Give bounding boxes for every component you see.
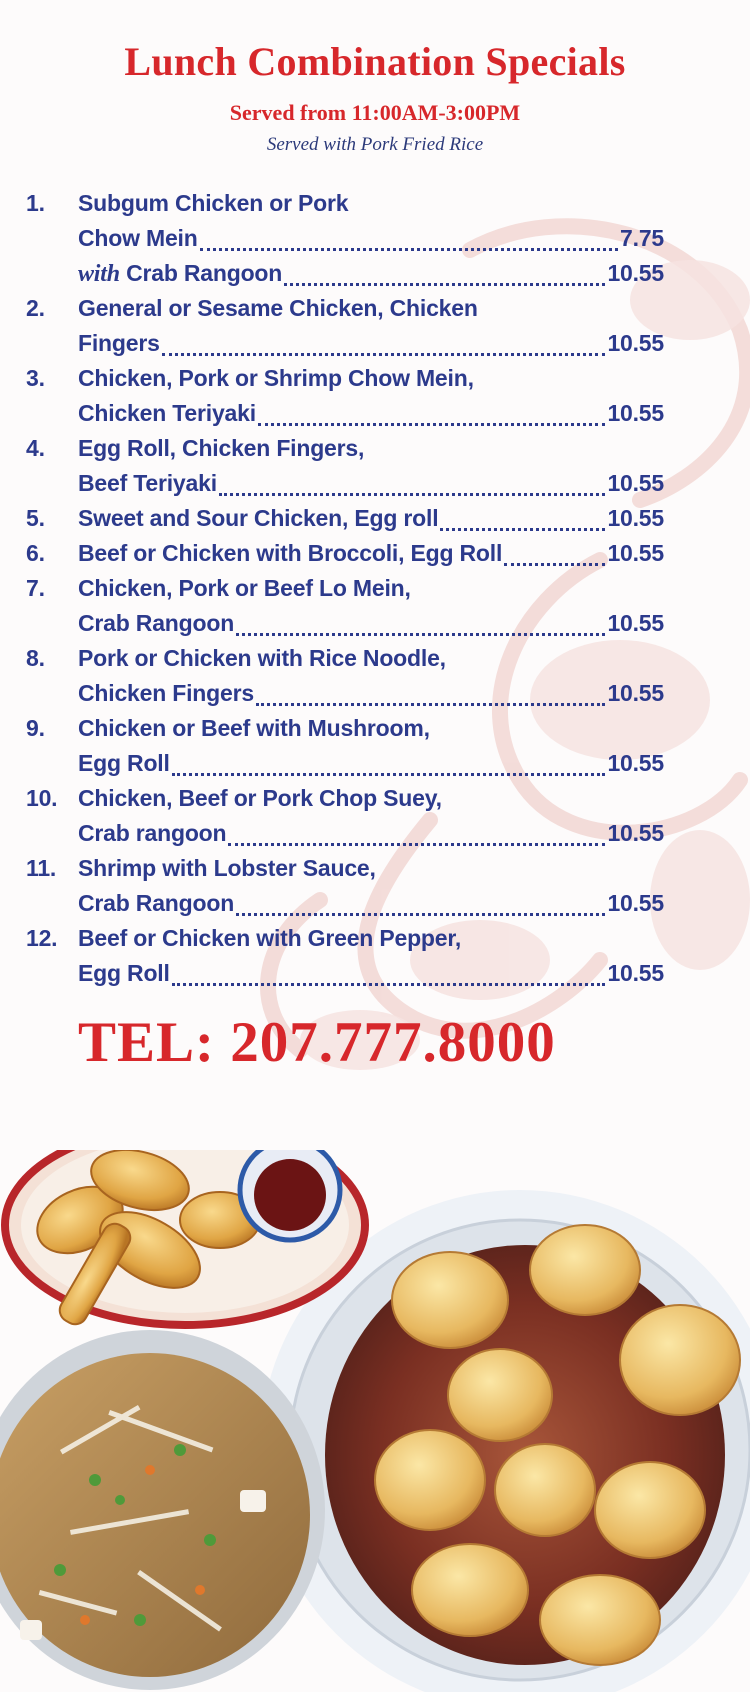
- menu-item-line: [26, 540, 664, 575]
- menu-item-text: Egg Roll: [78, 750, 170, 776]
- menu-item-number: 12.: [26, 925, 58, 951]
- menu-item-price: 10.55: [607, 610, 664, 636]
- menu-item-number: 7.: [26, 575, 45, 601]
- menu-item-line: [26, 470, 664, 505]
- menu-item-line: [26, 330, 664, 365]
- menu-item-text: Beef or Chicken with Green Pepper,: [78, 925, 462, 951]
- menu-item-price: 10.55: [607, 400, 664, 426]
- menu-item-text: Beef or Chicken with Broccoli, Egg Roll: [78, 540, 503, 566]
- dot-leader: [258, 423, 606, 426]
- menu-item-text: Sweet and Sour Chicken, Egg roll: [78, 505, 439, 531]
- menu-item: [26, 645, 664, 715]
- dot-leader: [284, 283, 605, 286]
- menu-item-text: Crab Rangoon: [78, 890, 235, 916]
- menu-item-line: [26, 400, 664, 435]
- menu-item-text: Fingers: [78, 330, 160, 356]
- menu-item-text: General or Sesame Chicken, Chicken: [78, 295, 478, 321]
- menu-item-text: Chicken Fingers: [78, 680, 254, 706]
- menu-item-text: Chow Mein: [78, 225, 198, 251]
- menu-item-text: Chicken or Beef with Mushroom,: [78, 715, 430, 741]
- menu-item-text: Crab rangoon: [78, 820, 227, 846]
- combination-menu-list: [26, 190, 664, 995]
- menu-item-price: 7.75: [620, 225, 664, 251]
- menu-item-prefix: with: [78, 261, 120, 287]
- dot-leader: [504, 563, 605, 566]
- menu-item-text: Shrimp with Lobster Sauce,: [78, 855, 376, 881]
- menu-item-price: 10.55: [607, 820, 664, 846]
- dot-leader: [200, 248, 618, 251]
- menu-item: [26, 295, 664, 365]
- menu-item-text: Chicken Teriyaki: [78, 400, 256, 426]
- food-photos: [0, 1150, 750, 1692]
- menu-item: [26, 505, 664, 540]
- menu-item-line: [26, 820, 664, 855]
- menu-item-line: [26, 645, 664, 680]
- dot-leader: [162, 353, 606, 356]
- menu-item-line: [26, 190, 664, 225]
- dot-leader: [172, 983, 606, 986]
- menu-item-text: Pork or Chicken with Rice Noodle,: [78, 645, 446, 671]
- menu-item: [26, 365, 664, 435]
- menu-item-text: Chicken, Pork or Shrimp Chow Mein,: [78, 365, 474, 391]
- menu-item-number: 6.: [26, 540, 45, 566]
- menu-item: [26, 855, 664, 925]
- menu-item-text-rest: Crab Rangoon: [119, 260, 283, 286]
- menu-item-number: 3.: [26, 365, 45, 391]
- menu-item-price: 10.55: [607, 330, 664, 356]
- menu-item-text: Chicken, Pork or Beef Lo Mein,: [78, 575, 411, 601]
- menu-item-line: [26, 295, 664, 330]
- menu-item-line: [26, 925, 664, 960]
- dot-leader: [236, 633, 605, 636]
- menu-item: [26, 785, 664, 855]
- serving-hours: Served from 11:00AM-3:00PM: [229, 100, 521, 125]
- menu-item-text: Chicken, Beef or Pork Chop Suey,: [78, 785, 442, 811]
- menu-item-line: [26, 960, 664, 995]
- menu-item: [26, 925, 664, 995]
- menu-item-line: [26, 435, 664, 470]
- dot-leader: [228, 843, 605, 846]
- menu-item-number: 1.: [26, 190, 45, 216]
- menu-item-line: [26, 750, 664, 785]
- menu-item-number: 9.: [26, 715, 45, 741]
- menu-item-number: 4.: [26, 435, 45, 461]
- menu-item-line: [26, 890, 664, 925]
- menu-item-number: 5.: [26, 505, 45, 531]
- menu-item-line: [26, 785, 664, 820]
- dot-leader: [219, 493, 606, 496]
- menu-item-line: [26, 575, 664, 610]
- menu-item-line: [26, 715, 664, 750]
- menu-item: [26, 540, 664, 575]
- menu-item: [26, 575, 664, 645]
- menu-item-number: 10.: [26, 785, 58, 811]
- menu-item-line: [26, 365, 664, 400]
- menu-item: [26, 190, 664, 295]
- menu-item-text: [78, 260, 282, 288]
- menu-item-number: 8.: [26, 645, 45, 671]
- menu-item-line: [26, 505, 664, 540]
- menu-item-text: Egg Roll: [78, 960, 170, 986]
- menu-item-price: 10.55: [607, 750, 664, 776]
- menu-item-text: Beef Teriyaki: [78, 470, 217, 496]
- menu-item-price: 10.55: [607, 960, 664, 986]
- menu-item-price: 10.55: [607, 890, 664, 916]
- served-with-note: Served with Pork Fried Rice: [266, 134, 484, 155]
- dot-leader: [256, 703, 606, 706]
- menu-item-line: [26, 855, 664, 890]
- dot-leader: [440, 528, 605, 531]
- menu-item: [26, 715, 664, 785]
- dot-leader: [172, 773, 606, 776]
- dot-leader: [236, 913, 605, 916]
- menu-item-number: 2.: [26, 295, 45, 321]
- menu-item: [26, 435, 664, 505]
- menu-item-price: 10.55: [607, 260, 664, 286]
- menu-item-price: 10.55: [607, 470, 664, 496]
- page-title: Lunch Combination Specials: [124, 39, 626, 84]
- menu-item-number: 11.: [26, 855, 57, 881]
- menu-item-price: 10.55: [607, 540, 664, 566]
- menu-item-text: Egg Roll, Chicken Fingers,: [78, 435, 365, 461]
- telephone-number: TEL: 207.777.8000: [78, 1011, 556, 1074]
- menu-item-text: Crab Rangoon: [78, 610, 235, 636]
- menu-item-line: [26, 225, 664, 260]
- menu-item-line: [26, 260, 664, 295]
- menu-item-line: [26, 610, 664, 645]
- menu-item-text: Subgum Chicken or Pork: [78, 190, 349, 216]
- menu-item-line: [26, 680, 664, 715]
- menu-item-price: 10.55: [607, 680, 664, 706]
- menu-item-price: 10.55: [607, 505, 664, 531]
